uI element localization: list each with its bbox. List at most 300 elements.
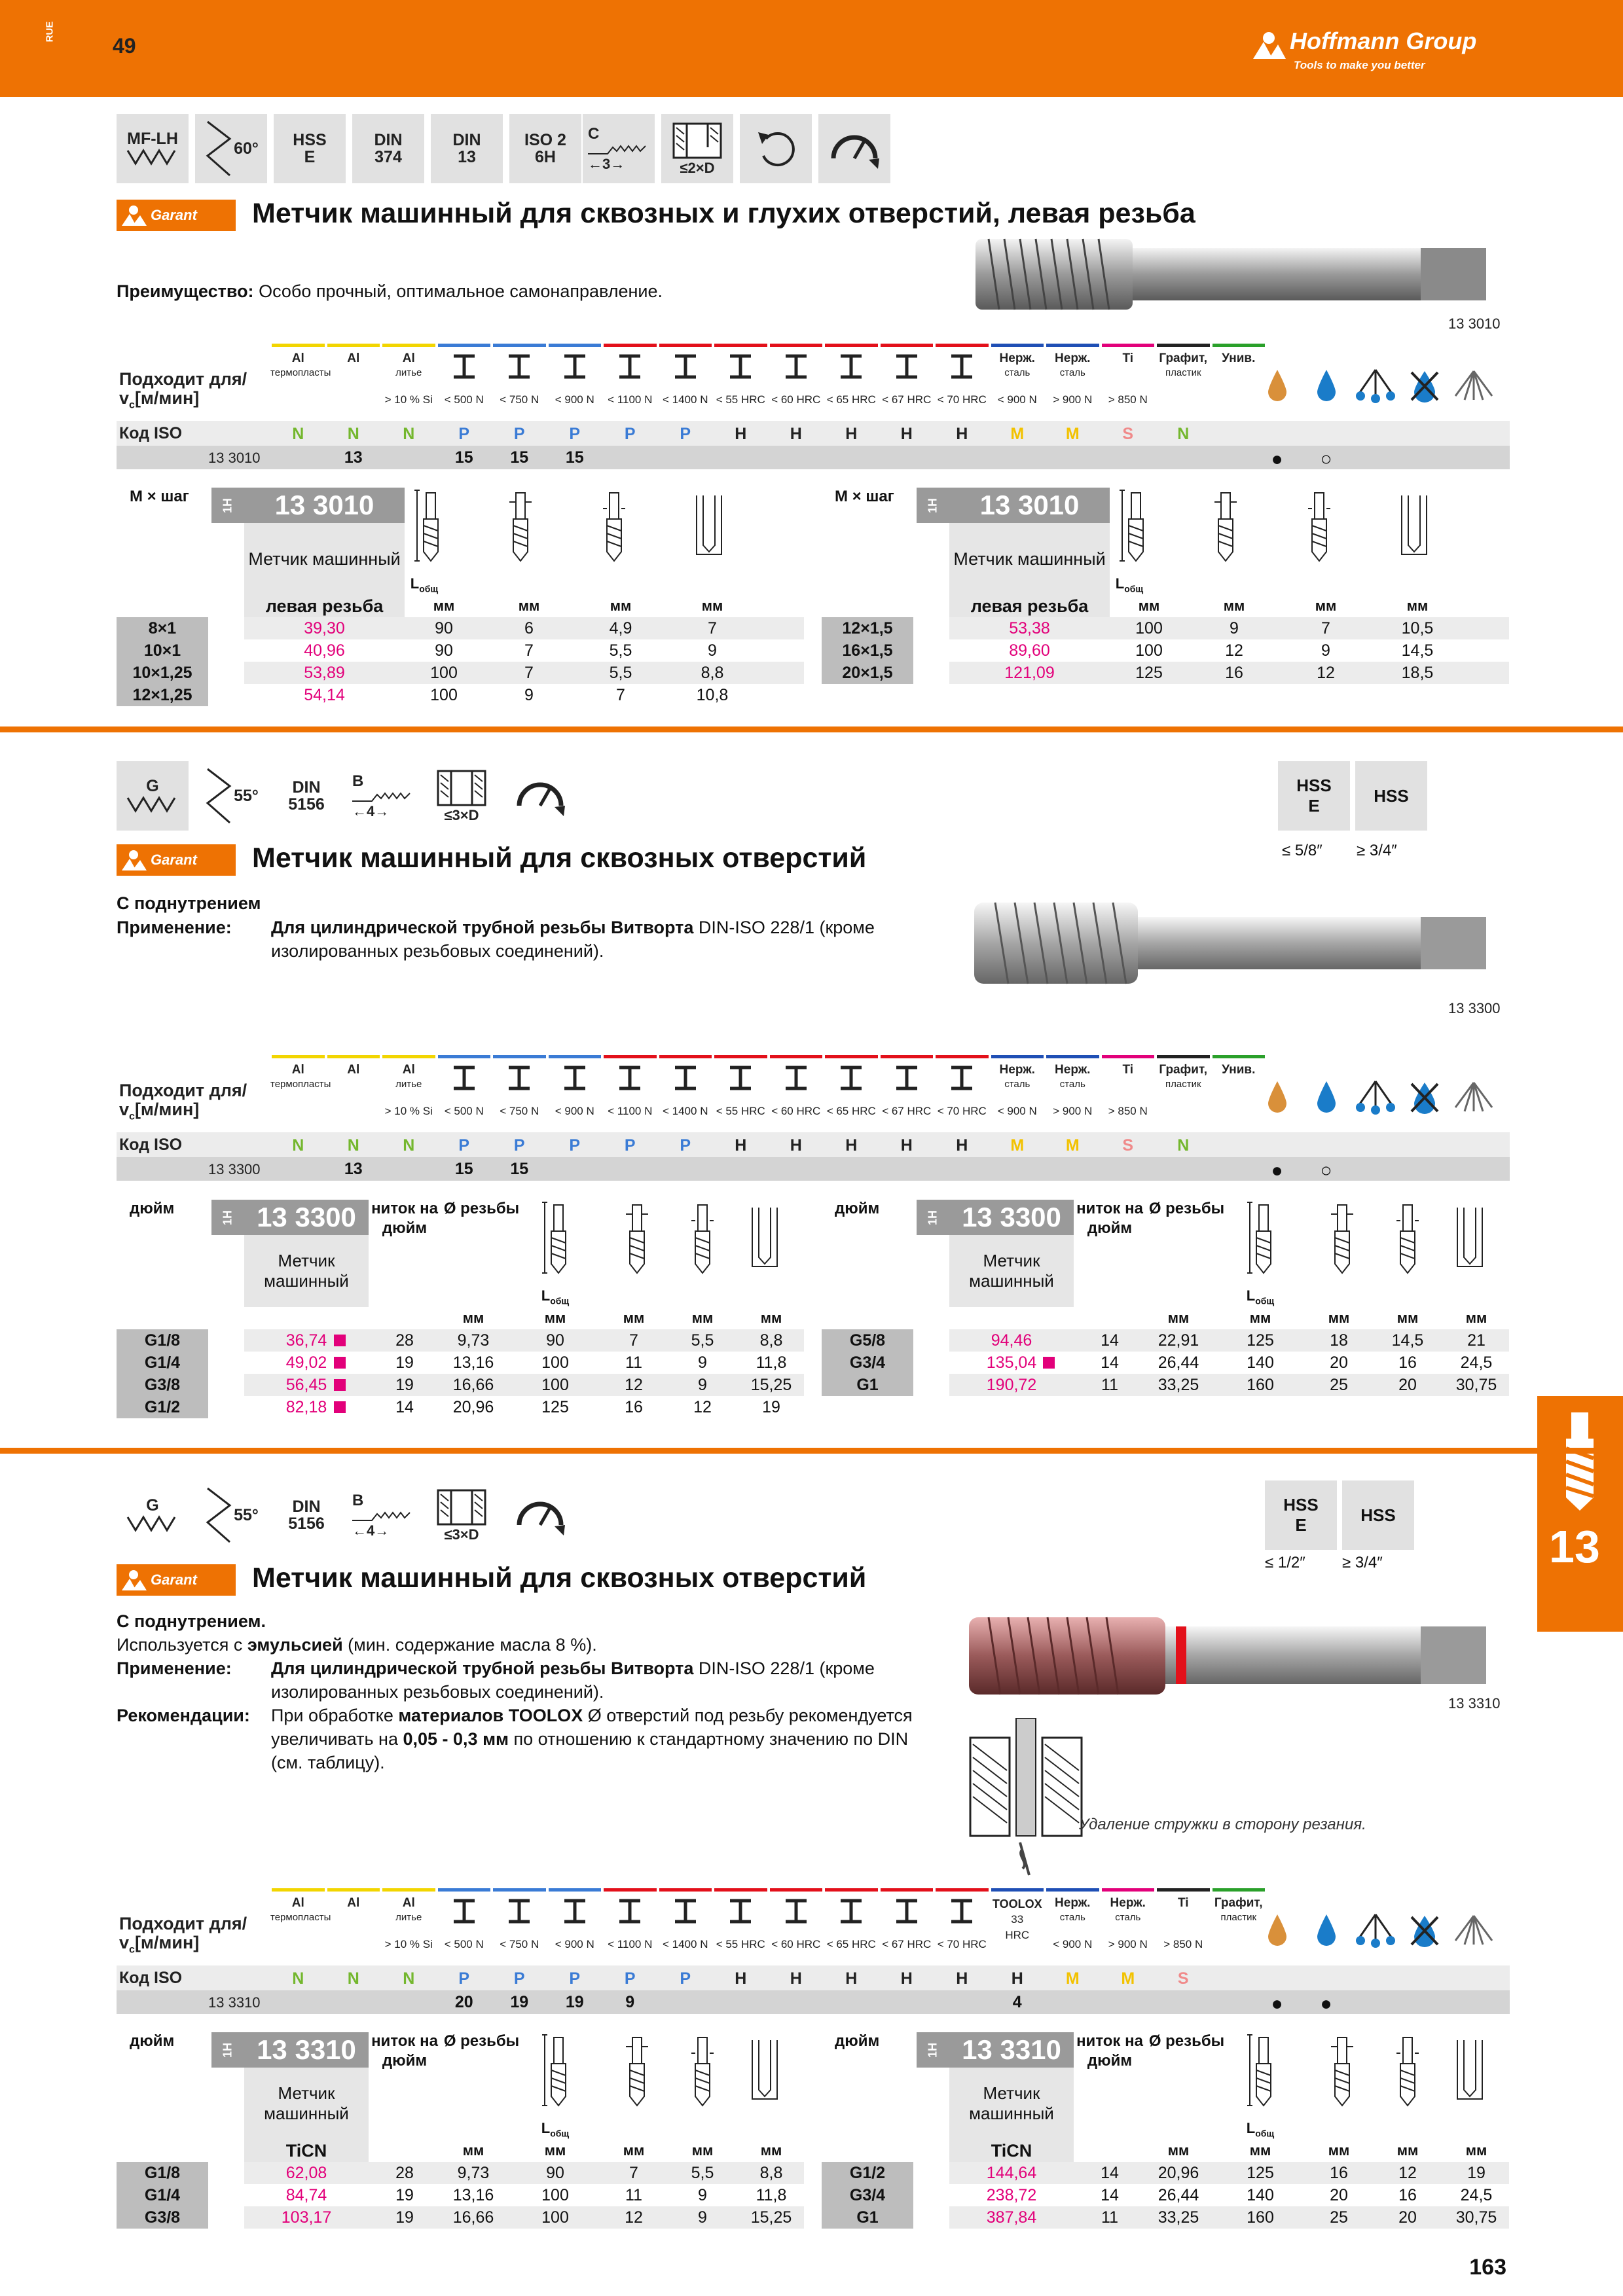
dim-value: 11 — [625, 1354, 642, 1372]
material-color-bar — [659, 344, 712, 347]
unit-label: мм — [544, 1310, 566, 1326]
material-color-bar — [493, 1888, 546, 1892]
dim-value: 14,5 — [1391, 1331, 1424, 1350]
chip-caption: Удаление стружки в сторону резания. — [1079, 1816, 1366, 1833]
iso-code: H — [735, 1136, 747, 1155]
material-color-bar — [272, 344, 325, 347]
l-sub: общ — [1255, 1295, 1275, 1306]
dim-value: 9 — [698, 1354, 707, 1372]
dim-value: 9,73 — [457, 2164, 490, 2182]
article-header: 13 3010 — [949, 488, 1110, 523]
dim-value: 8,8 — [759, 2164, 783, 2182]
tpi-header: ниток на — [371, 1200, 438, 1217]
material-name: Нерж. — [1055, 1063, 1091, 1077]
dim-value: 100 — [541, 1354, 569, 1372]
iso-code: P — [458, 425, 470, 443]
dim-value: 20 — [1398, 1376, 1417, 1394]
iso-code: H — [1011, 1969, 1023, 1988]
ibeam-icon — [618, 1899, 642, 1924]
dim-value: 9 — [698, 2186, 707, 2204]
material-color-bar — [604, 344, 657, 347]
dim-value: 19 — [1467, 2164, 1486, 2182]
recommendation-text-3: (см. таблицу). — [271, 1753, 385, 1772]
material-color-bar — [493, 1055, 546, 1058]
material-limit: < 900 N — [1053, 1938, 1093, 1950]
dim-value: 10,5 — [1401, 619, 1434, 637]
iso-label: Код ISO — [119, 1969, 183, 1987]
coolant-suitability: ● — [1271, 1160, 1283, 1181]
price: 54,14 — [304, 686, 345, 704]
toolox-33: 33 — [1011, 1913, 1024, 1926]
unit-v: v — [119, 388, 130, 408]
coolant-icon — [1351, 367, 1400, 404]
unit-mmin: [м/мин] — [134, 1933, 200, 1952]
tool-diagram-icon — [748, 1201, 781, 1280]
dim-value: 21 — [1467, 1331, 1486, 1350]
unit-sub: c — [129, 1944, 135, 1956]
iso-code: N — [347, 1136, 359, 1155]
size-tag: 1H — [211, 488, 244, 523]
price: 39,30 — [304, 619, 345, 637]
material-limit: < 1400 N — [663, 393, 708, 406]
ibeam-icon — [839, 354, 863, 379]
tap-image-13-3010 — [962, 232, 1506, 317]
dim-value: 15,25 — [750, 1376, 792, 1394]
material-color-bar — [1213, 1888, 1266, 1892]
tool-diagram-icon — [1391, 1201, 1424, 1280]
dim-value: 14 — [1101, 2164, 1119, 2182]
material-color-bar — [1157, 1055, 1210, 1058]
tap-image-13-3300 — [962, 893, 1506, 992]
ibeam-icon — [895, 354, 919, 379]
unit-label: мм — [1167, 2142, 1190, 2159]
cutting-speed: 15 — [454, 1160, 473, 1178]
brand-logo — [1250, 25, 1552, 77]
coolant-icon — [1302, 1079, 1351, 1115]
material-sub: литье — [395, 1079, 422, 1090]
material-limit: < 60 HRC — [771, 1938, 821, 1950]
badge-caption: ≥ 3/4″ — [1342, 1554, 1383, 1571]
hole-depth-icon: ≤3×D — [426, 761, 498, 831]
ibeam-icon — [729, 354, 752, 379]
coolant-icon — [1400, 367, 1449, 404]
material-name: Нерж. — [1110, 1896, 1146, 1910]
iso-code: H — [790, 1136, 802, 1155]
tool-diagram-icon — [1303, 489, 1336, 567]
dimension-table-right-13-3300 — [822, 1200, 1509, 1429]
price: 84,74 — [285, 2186, 327, 2204]
dim-value: 25 — [1330, 1376, 1348, 1394]
price: 89,60 — [1009, 641, 1050, 660]
dim-value: 5,5 — [609, 641, 632, 660]
dim-value: 12 — [1398, 2164, 1417, 2182]
material-sub: литье — [395, 367, 422, 378]
article-header: 13 3310 — [244, 2032, 369, 2068]
unit-label: мм — [1138, 598, 1160, 614]
material-limit: > 10 % Si — [384, 1938, 433, 1950]
material-limit: > 10 % Si — [384, 1105, 433, 1117]
row-label: 10×1 — [117, 639, 208, 662]
material-color-bar — [991, 344, 1044, 347]
unit-label: мм — [518, 598, 540, 614]
section-divider — [0, 726, 1623, 732]
diameter-header: Ø резьбы — [1148, 2032, 1225, 2050]
dim-value: 20 — [1330, 1354, 1348, 1372]
unit-mmin: [м/мин] — [134, 1100, 200, 1119]
dim-value: 10,8 — [696, 686, 729, 704]
ibeam-icon — [784, 354, 808, 379]
cutting-speed: 15 — [510, 448, 529, 467]
iso-code: H — [900, 1969, 913, 1988]
dim-value: 26,44 — [1158, 2186, 1199, 2204]
badge-hss: HSS — [1342, 1480, 1414, 1550]
dim-value: 5,5 — [609, 664, 632, 682]
dim-value: 16 — [625, 1398, 643, 1416]
dim-value: 18,5 — [1401, 664, 1434, 682]
suit-head-unit — [119, 388, 200, 412]
application-text: Для цилиндрической трубной резьбы Витворта DIN-ISO 228/1 (кроме — [271, 918, 875, 937]
row-label: 16×1,5 — [822, 639, 913, 662]
chapter-tab[interactable] — [1537, 1396, 1623, 1632]
left-rotation-icon — [740, 114, 812, 183]
iso-code: P — [680, 425, 691, 443]
material-color-bar — [272, 1055, 325, 1058]
tool-diagram-icon — [1391, 2034, 1424, 2112]
dim-value: 125 — [1247, 1331, 1274, 1350]
dim-value: 20,96 — [452, 1398, 494, 1416]
iso-code: N — [347, 425, 359, 443]
iso-code: M — [1121, 1969, 1135, 1988]
dim-value: 5,5 — [691, 1331, 714, 1350]
iso-code: H — [900, 425, 913, 443]
material-color-bar — [382, 1888, 435, 1892]
row-label: 10×1,25 — [117, 662, 208, 684]
dim-value: 11 — [1101, 2208, 1118, 2227]
dim-value: 160 — [1247, 1376, 1274, 1394]
coolant-suitability: ● — [1271, 448, 1283, 470]
dim-value: 18 — [1330, 1331, 1348, 1350]
material-color-bar — [1102, 1888, 1155, 1892]
price-marker — [334, 1357, 346, 1369]
material-color-bar — [1157, 1888, 1210, 1892]
dim-value: 16 — [1398, 1354, 1417, 1372]
unit-label: мм — [1315, 598, 1337, 614]
dim-value: 5,5 — [691, 2164, 714, 2182]
material-limit: < 900 N — [555, 393, 594, 406]
coolant-icon — [1302, 1912, 1351, 1948]
coolant-icon — [1252, 367, 1302, 404]
price: 62,08 — [285, 2164, 327, 2182]
material-sub: пластик — [1165, 367, 1201, 378]
article-header: 13 3300 — [949, 1200, 1074, 1235]
tool-diagram-icon — [1247, 1201, 1280, 1280]
unit-label: мм — [1465, 1310, 1487, 1326]
material-name: Нерж. — [1055, 351, 1091, 365]
dim-value: 125 — [541, 1398, 569, 1416]
recommendation-text-2: увеличивать на 0,05 - 0,3 мм по отношению к стандартному значению по DIN — [271, 1729, 909, 1749]
iso-code: S — [1177, 1969, 1189, 1988]
l-sub: общ — [1255, 2128, 1275, 2139]
iso-code: H — [790, 1969, 802, 1988]
article-header: 13 3310 — [949, 2032, 1074, 2068]
cutting-speed: 4 — [1012, 1993, 1022, 2011]
row-label: G1/8 — [117, 1329, 208, 1352]
material-sub: сталь — [1004, 1079, 1030, 1090]
tool-diagram-icon — [598, 489, 630, 567]
dim-value: 33,25 — [1158, 2208, 1199, 2227]
material-name: Ti — [1122, 351, 1134, 365]
material-color-bar — [770, 1888, 823, 1892]
material-limit: < 900 N — [555, 1938, 594, 1950]
iso-code: P — [458, 1969, 470, 1988]
product-title: Метчик машинный для сквозных и глухих отверстий, левая резьба — [252, 198, 1195, 229]
dim-value: 16 — [1398, 2186, 1417, 2204]
material-limit: > 900 N — [1053, 393, 1093, 406]
col-header: дюйм — [835, 1200, 880, 1217]
product-title: Метчик машинный для сквозных отверстий — [252, 842, 867, 874]
diameter-header: Ø резьбы — [1148, 1200, 1225, 1217]
dim-value: 14 — [1101, 1331, 1119, 1350]
material-hss-e-icon: HSS E — [274, 114, 346, 183]
suit-article: 13 3310 — [208, 1994, 261, 2011]
material-name: Графит, — [1159, 351, 1208, 365]
badge-caption: ≤ 5/8″ — [1282, 842, 1322, 859]
unit-label: мм — [760, 1310, 782, 1326]
dim-value: 9 — [698, 2208, 707, 2227]
l-total-label — [1241, 1287, 1280, 1306]
material-name: Al — [291, 1896, 304, 1910]
material-color-bar — [438, 344, 491, 347]
iso-code: P — [513, 1969, 525, 1988]
ibeam-icon — [839, 1066, 863, 1090]
unit-label: мм — [1328, 2142, 1350, 2159]
material-color-bar — [714, 1888, 767, 1892]
ibeam-icon — [507, 1066, 531, 1090]
material-color-bar — [714, 1055, 767, 1058]
dim-value: 140 — [1247, 2186, 1274, 2204]
section-divider — [0, 1448, 1623, 1454]
dim-value: 16,66 — [452, 1376, 494, 1394]
iso-code: N — [347, 1969, 359, 1988]
unit-v: v — [119, 1100, 130, 1119]
dim-value: 24,5 — [1460, 2186, 1493, 2204]
tool-diagram-icon — [693, 489, 725, 567]
cutting-speed: 20 — [454, 1993, 473, 2011]
iso-label: Код ISO — [119, 424, 183, 442]
hole-depth-icon: ≤3×D — [426, 1480, 498, 1550]
dim-value: 6 — [524, 619, 534, 637]
l-letter: L — [1115, 575, 1125, 592]
dimension-table-right-13-3310 — [822, 2032, 1509, 2255]
cutting-speed: 15 — [565, 448, 584, 467]
din-374-icon: DIN 374 — [352, 114, 424, 183]
price: 387,84 — [986, 2208, 1037, 2227]
material-limit: < 1100 N — [608, 1105, 653, 1117]
coating-label: TiCN — [244, 2140, 369, 2162]
row-label: 12×1,25 — [117, 684, 208, 706]
tool-diagram-icon — [1453, 2034, 1486, 2112]
material-sub: термопласты — [270, 1912, 331, 1923]
unit-label: мм — [1396, 2142, 1419, 2159]
dim-value: 9 — [1230, 619, 1239, 637]
material-limit: < 60 HRC — [771, 1105, 821, 1117]
badge-caption: ≤ 1/2″ — [1265, 1554, 1305, 1571]
l-sub: общ — [419, 583, 439, 594]
row-label: G1/2 — [117, 1396, 208, 1418]
material-name: Al — [347, 1896, 360, 1910]
coolant-suitability: ○ — [1320, 1160, 1332, 1181]
thread-mf-lh-icon: MF-LH — [117, 114, 189, 183]
language-tag: RUE — [44, 21, 56, 43]
badge-hss: HSS — [1355, 761, 1427, 831]
thread-angle-icon: 55° — [195, 1480, 267, 1550]
l-letter: L — [1246, 1287, 1256, 1304]
thread-g-icon: G — [117, 761, 189, 831]
tpi-header-2: дюйм — [1087, 1219, 1133, 1237]
coating-label: TiCN — [949, 2140, 1074, 2162]
usage-line: Используется с эмульсией (мин. содержание масла 8 %). — [117, 1635, 597, 1655]
dim-value: 100 — [430, 664, 458, 682]
l-total-label — [536, 1287, 575, 1306]
ibeam-icon — [784, 1066, 808, 1090]
dim-value: 90 — [546, 2164, 564, 2182]
application-label: Применение: — [117, 1659, 232, 1678]
material-color-bar — [881, 1888, 934, 1892]
size-tag: 1H — [917, 2032, 949, 2068]
tool-diagram-icon — [1247, 2034, 1280, 2112]
speed-gauge-icon — [818, 114, 890, 183]
l-letter: L — [541, 1287, 551, 1304]
unit-label: мм — [1328, 1310, 1350, 1326]
material-limit: > 900 N — [1108, 1938, 1148, 1950]
material-sub: термопласты — [270, 1079, 331, 1090]
material-limit: < 65 HRC — [826, 1938, 876, 1950]
badge-hss-e: HSS E — [1278, 761, 1350, 831]
tpi-header: ниток на — [1076, 2032, 1143, 2050]
material-color-bar — [549, 344, 602, 347]
price: 103,17 — [281, 2208, 332, 2227]
tolerance-iso2-icon: ISO 2 6H — [509, 114, 581, 183]
material-limit: < 55 HRC — [716, 1105, 765, 1117]
dimension-table-left-13-3010 — [117, 488, 804, 717]
iso-code: N — [403, 1969, 415, 1988]
dim-value: 8,8 — [701, 664, 724, 682]
tool-diagram-icon — [414, 489, 447, 567]
dim-value: 9 — [524, 686, 534, 704]
unit-label: мм — [623, 1310, 645, 1326]
dim-value: 13,16 — [452, 1354, 494, 1372]
iso-code: H — [845, 1136, 858, 1155]
price: 144,64 — [986, 2164, 1037, 2182]
type-label: Метчик машинный — [244, 2068, 369, 2140]
material-limit: < 67 HRC — [882, 1105, 932, 1117]
unit-label: мм — [433, 598, 455, 614]
application-text-2: изолированных резьбовых соединений). — [271, 941, 604, 961]
iso-code: P — [624, 1969, 636, 1988]
din-5156-icon: DIN 5156 — [274, 761, 339, 831]
iso-code: H — [845, 1969, 858, 1988]
material-limit: < 67 HRC — [882, 393, 932, 406]
dim-value: 11 — [625, 2186, 642, 2204]
article-number: 13 3010 — [1448, 315, 1501, 332]
unit-label: мм — [1249, 1310, 1271, 1326]
cutting-speed: 19 — [510, 1993, 529, 2011]
coolant-suitability: ○ — [1320, 448, 1332, 470]
unit-v: v — [119, 1933, 130, 1952]
material-color-bar — [1102, 1055, 1155, 1058]
material-sub: сталь — [1004, 367, 1030, 378]
row-label: 20×1,5 — [822, 662, 913, 684]
diameter-header: Ø резьбы — [443, 2032, 520, 2050]
ibeam-icon — [563, 1899, 587, 1924]
dim-value: 28 — [395, 1331, 414, 1350]
unit-label: мм — [1167, 1310, 1190, 1326]
ibeam-icon — [950, 1066, 974, 1090]
material-color-bar — [1102, 344, 1155, 347]
row-label: G1/8 — [117, 2162, 208, 2184]
garant-logo: Garant — [117, 200, 236, 231]
ibeam-icon — [563, 1066, 587, 1090]
tool-diagram-icon — [1120, 489, 1152, 567]
price: 238,72 — [986, 2186, 1037, 2204]
dim-value: 30,75 — [1455, 2208, 1497, 2227]
ibeam-icon — [674, 354, 697, 379]
unit-sub: c — [129, 399, 135, 411]
dim-value: 160 — [1247, 2208, 1274, 2227]
material-color-bar — [881, 344, 934, 347]
material-color-bar — [991, 1888, 1044, 1892]
dim-value: 125 — [1247, 2164, 1274, 2182]
ibeam-icon — [950, 1899, 974, 1924]
material-limit: < 70 HRC — [937, 1938, 987, 1950]
material-limit: < 500 N — [444, 393, 484, 406]
material-name: Графит, — [1214, 1896, 1263, 1910]
material-sub: сталь — [1059, 1079, 1085, 1090]
coolant-icon — [1400, 1912, 1449, 1948]
material-color-bar — [991, 1055, 1044, 1058]
ibeam-icon — [674, 1066, 697, 1090]
material-color-bar — [881, 1055, 934, 1058]
material-limit: < 500 N — [444, 1938, 484, 1950]
dim-value: 14,5 — [1401, 641, 1434, 660]
material-color-bar — [1046, 1055, 1099, 1058]
iso-code: N — [1177, 1136, 1190, 1155]
material-name: Al — [402, 1896, 415, 1910]
price: 135,04 — [986, 1354, 1037, 1372]
iso-code: N — [403, 1136, 415, 1155]
dim-value: 14 — [1101, 2186, 1119, 2204]
material-name: Al — [291, 351, 304, 365]
suitability-table-13-3310 — [117, 1888, 1510, 2020]
material-sub: сталь — [1115, 1912, 1141, 1923]
recommendation-label: Рекомендации: — [117, 1706, 250, 1725]
material-color-bar — [825, 1888, 878, 1892]
material-color-bar — [549, 1055, 602, 1058]
tap-image-13-3310 — [962, 1613, 1506, 1698]
material-limit: < 70 HRC — [937, 393, 987, 406]
material-limit: < 60 HRC — [771, 393, 821, 406]
unit-label: мм — [1465, 2142, 1487, 2159]
iso-code: P — [680, 1969, 691, 1988]
application-text-2: изолированных резьбовых соединений). — [271, 1682, 604, 1702]
row-label: 8×1 — [117, 617, 208, 639]
material-color-bar — [659, 1055, 712, 1058]
tap-tool-icon — [1557, 1412, 1603, 1511]
iso-code: H — [956, 425, 968, 443]
material-limit: < 900 N — [555, 1105, 594, 1117]
iso-code: S — [1122, 425, 1134, 443]
dimension-table-right-13-3010 — [822, 488, 1509, 717]
